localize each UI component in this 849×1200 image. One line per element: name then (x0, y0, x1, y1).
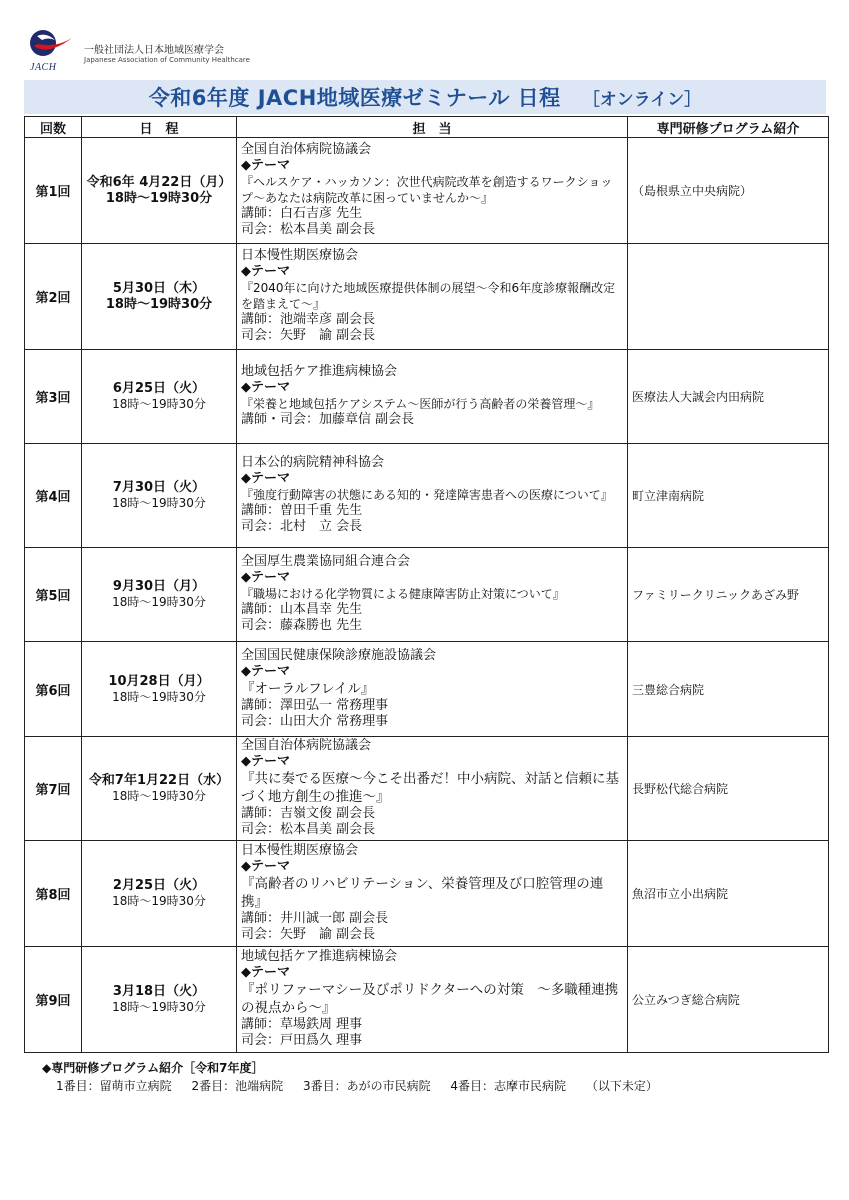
column-header-number: 回数 (25, 117, 82, 138)
organizer-name: 地域包括ケア推進病棟協会 (241, 364, 398, 379)
footer-program-list (42, 1077, 674, 1095)
theme-text: 『共に奏でる医療～今こそ出番だ！中小病院、対話と信頼に基づく地方創生の推進～』 (241, 771, 619, 805)
session-date: 9月30日（月） (112, 579, 206, 594)
theme-text: 『栄養と地域包括ケアシステム～医師が行う高齢者の栄養管理～』 (241, 397, 600, 411)
session-date-cell (82, 350, 237, 444)
column-header-date: 日 程 (82, 117, 237, 138)
table-row (25, 138, 829, 244)
program-name: （島根県立中央病院） (628, 138, 829, 244)
moderator: 司会：山田大介 常務理事 (241, 713, 389, 729)
theme-text: 『高齢者のリハビリテーション、栄養管理及び口腔管理の連携』 (241, 876, 604, 910)
session-time: 18時～19時30分 (112, 789, 206, 803)
session-date: 令和7年1月22日（水） (88, 773, 230, 788)
session-date-cell (82, 947, 237, 1053)
program-name: 三豊総合病院 (628, 642, 829, 737)
theme-text: 『ポリファーマシー及びポリドクターへの対策 ～多職種連携の視点から～』 (241, 982, 619, 1016)
table-row (25, 244, 829, 350)
session-date-cell (82, 138, 237, 244)
session-date: 5月30日（木） (112, 280, 206, 296)
organizer-cell (237, 841, 628, 947)
table-row (25, 642, 829, 737)
session-date-cell (82, 244, 237, 350)
session-date-cell (82, 444, 237, 548)
program-name: 町立津南病院 (628, 444, 829, 548)
session-number: 第9回 (25, 947, 82, 1053)
session-date: 3月18日（火） (112, 984, 206, 999)
footer-program-item: 1番目：留萌市立病院 (56, 1079, 172, 1093)
footer-heading: ◆専門研修プログラム紹介［令和7年度］ (42, 1061, 264, 1075)
table-row (25, 548, 829, 642)
footer-program-item: （以下未定） (585, 1079, 658, 1093)
lecturer: 講師：池端幸彦 副会長 (241, 312, 376, 327)
moderator: 司会：矢野 諭 副会長 (241, 328, 376, 343)
program-name (628, 244, 829, 350)
program-name: 医療法人大誠会内田病院 (628, 350, 829, 444)
moderator: 司会：藤森勝也 先生 (241, 618, 363, 633)
title-bar (24, 80, 826, 114)
logo-wordmark: JACH (30, 62, 57, 73)
organizer-name: 日本公的病院精神科協会 (241, 455, 385, 470)
organizer-name: 全国厚生農業協同組合連合会 (241, 554, 411, 569)
session-date-cell (82, 642, 237, 737)
organizer-cell (237, 138, 628, 244)
schedule-table (24, 116, 829, 1053)
lecturer: 講師：山本昌幸 先生 (241, 602, 363, 617)
session-number: 第4回 (25, 444, 82, 548)
session-date-cell (82, 841, 237, 947)
program-name: 魚沼市立小出病院 (628, 841, 829, 947)
theme-text: 『強度行動障害の状態にある知的・発達障害患者への医療について』 (241, 488, 613, 502)
moderator: 司会：松本昌美 副会長 (241, 822, 376, 837)
lecturer: 講師：草場鉄周 理事 (241, 1017, 363, 1032)
organizer-name: 全国自治体病院協議会 (241, 142, 372, 157)
table-header-row (25, 117, 829, 138)
organizer-cell (237, 444, 628, 548)
theme-label: ◆テーマ (241, 965, 290, 980)
session-time: 18時～19時30分 (112, 496, 206, 510)
column-header-program: 専門研修プログラム紹介 (628, 117, 829, 138)
format-tag: ［オンライン］ (582, 89, 702, 110)
session-date: 6月25日（火） (112, 381, 206, 396)
theme-label: ◆テーマ (241, 859, 290, 874)
table-row (25, 841, 829, 947)
lecturer: 講師：井川誠一郎 副会長 (241, 911, 389, 926)
org-name-en: Japanese Association of Community Healthcare (84, 56, 250, 64)
session-date-cell (82, 548, 237, 642)
theme-label: ◆テーマ (241, 754, 290, 769)
session-number: 第6回 (25, 642, 82, 737)
org-name-ja: 一般社団法人日本地域医療学会 (84, 45, 224, 56)
theme-label: ◆テーマ (241, 570, 290, 585)
organizer-cell (237, 548, 628, 642)
theme-label: ◆テーマ (241, 471, 290, 486)
organizer-name: 日本慢性期医療協会 (241, 248, 359, 263)
footer-program-item: 3番目：あがの市民病院 (302, 1079, 431, 1093)
page-title: 令和6年度 JACH地域医療ゼミナール 日程 (148, 86, 561, 110)
lecturer: 講師：澤田弘一 常務理事 (241, 697, 389, 713)
organizer-name: 地域包括ケア推進病棟協会 (241, 949, 398, 964)
session-time: 18時～19時30分 (112, 1000, 206, 1014)
session-date: 10月28日（月） (108, 673, 210, 689)
organizer-cell (237, 350, 628, 444)
organizer-name: 全国自治体病院協議会 (241, 738, 372, 753)
moderator: 司会：松本昌美 副会長 (241, 222, 376, 237)
table-row (25, 737, 829, 841)
session-time: 18時～19時30分 (112, 894, 206, 908)
session-time: 18時～19時30分 (112, 689, 206, 704)
theme-text: 『ヘルスケア・ハッカソン：次世代病院改革を創造するワークショップ～あなたは病院改革に困っていませんか～』 (241, 175, 613, 205)
table-row (25, 350, 829, 444)
program-name: ファミリークリニックあざみ野 (628, 548, 829, 642)
lecturer-moderator: 講師・司会：加藤章信 副会長 (241, 412, 415, 427)
session-date: 2月25日（火） (112, 878, 206, 893)
session-number: 第1回 (25, 138, 82, 244)
theme-label: ◆テーマ (241, 264, 290, 279)
session-number: 第5回 (25, 548, 82, 642)
organizer-name: 全国国民健康保険診療施設協議会 (241, 647, 437, 663)
moderator: 司会：矢野 諭 副会長 (241, 927, 376, 942)
jach-emblem-icon (28, 26, 74, 60)
theme-label: ◆テーマ (241, 158, 290, 173)
lecturer: 講師：白石吉彦 先生 (241, 206, 363, 221)
session-time: 18時～19時30分 (105, 190, 213, 206)
theme-label: ◆テーマ (241, 380, 290, 395)
session-number: 第7回 (25, 737, 82, 841)
lecturer: 講師：吉嶺文俊 副会長 (241, 806, 376, 821)
session-date-cell (82, 737, 237, 841)
session-time: 18時～19時30分 (112, 397, 206, 411)
session-date: 令和6年 4月22日（月） (86, 174, 232, 190)
theme-text: 『職場における化学物質による健康障害防止対策について』 (241, 587, 565, 601)
lecturer: 講師：曽田千重 先生 (241, 503, 363, 518)
table-row (25, 444, 829, 548)
jach-logo (28, 26, 258, 78)
footer-program-item: 4番目：志摩市民病院 (450, 1079, 567, 1093)
program-name: 公立みつぎ総合病院 (628, 947, 829, 1053)
theme-text: 『オーラルフレイル』 (241, 680, 375, 697)
organizer-cell (237, 244, 628, 350)
theme-label: ◆テーマ (241, 663, 290, 679)
program-name: 長野松代総合病院 (628, 737, 829, 841)
moderator: 司会：戸田爲久 理事 (241, 1033, 363, 1048)
moderator: 司会：北村 立 会長 (241, 519, 363, 534)
session-number: 第8回 (25, 841, 82, 947)
organizer-cell (237, 947, 628, 1053)
session-number: 第2回 (25, 244, 82, 350)
session-time: 18時～19時30分 (112, 595, 206, 609)
session-time: 18時～19時30分 (105, 296, 213, 312)
organizer-cell (237, 642, 628, 737)
column-header-organizer: 担 当 (237, 117, 628, 138)
session-number: 第3回 (25, 350, 82, 444)
organizer-cell (237, 737, 628, 841)
theme-text: 『2040年に向けた地域医療提供体制の展望～令和6年度診療報酬改定を踏まえて～』 (241, 281, 616, 311)
organizer-name: 日本慢性期医療協会 (241, 843, 359, 858)
program-footer (42, 1060, 674, 1095)
table-row (25, 947, 829, 1053)
session-date: 7月30日（火） (112, 480, 206, 495)
footer-program-item: 2番目：池端病院 (191, 1079, 284, 1093)
